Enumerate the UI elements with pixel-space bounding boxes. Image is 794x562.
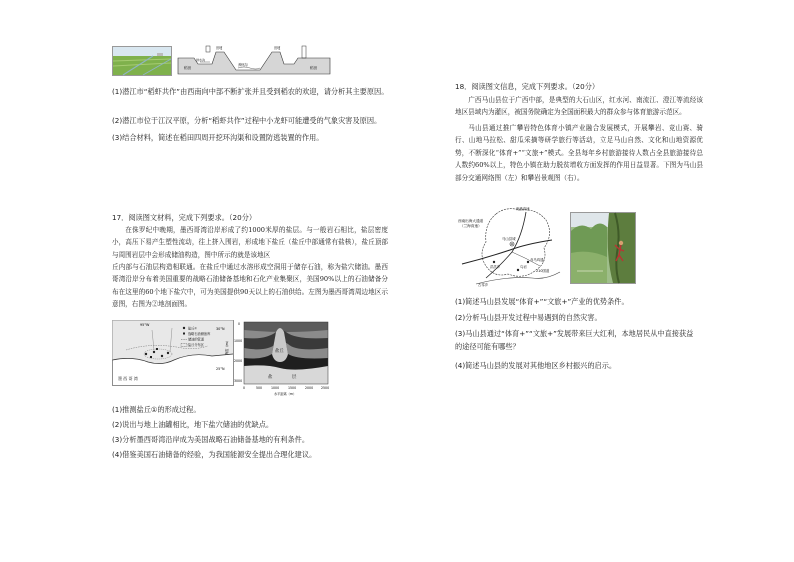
q17-material-part-1: 在侏罗纪中晚期，墨西哥湾沿岸形成了约1000米厚的盐层。与一般岩石相比，盐层密度小，高压下易产生塑性流动，往上挤入围岩，形成地下盐丘（盐丘中部通常有盐核），盐丘顶部与周围岩层中会形成储油构造，图中所示的就是该地区: [112, 226, 388, 259]
q18-title: 18．阅读图文信息，完成下列要求。（20分）: [455, 82, 600, 91]
section-x-tick-2500: 2500: [321, 386, 330, 390]
map-label-g210: 210国道: [536, 269, 550, 273]
q18-question-4: (4)简述马山县的发展对其他地区乡村振兴的启示。: [455, 361, 617, 370]
map-label-guling: 古零乡: [478, 283, 489, 287]
q17-question-1: (1)推测盐丘①的形成过程。: [112, 405, 201, 414]
mashan-transport-map-drawing: [456, 204, 566, 290]
diagram-label-ridge-left: 田埂: [216, 46, 223, 50]
diagram-label-drain: 排水沟: [196, 58, 206, 62]
map-label-guigang-expressway: 贵港高速: [516, 207, 530, 211]
section-salt-layer-label-2: 层: [292, 375, 297, 380]
rice-shrimp-diagram: [176, 40, 332, 78]
section-salt-dome-label: 盐丘: [275, 349, 284, 354]
q17-title: 17．阅读图文材料，完成下列要求。（20分）: [112, 213, 257, 222]
legend-pipeline: 储油的管道: [188, 337, 204, 342]
q17-question-3: (3)分析墨西哥湾沿岸成为美国战略石油储备基地的有利条件。: [112, 435, 310, 444]
q18-question-3: (3)马山县通过“体育+”“文旅+”发展带来巨大红利，本地居民从中直接获益的途径可能有哪些？: [455, 329, 694, 351]
map-lat-25n: 25°N: [216, 367, 225, 371]
q16-question-1: (1)潜江市“稻虾共作”由西南向中部不断扩张并且受到稻农的欢迎，请分析其主要原因。: [112, 87, 389, 96]
section-x-tick-1000: 1000: [271, 386, 280, 390]
section-y-axis-label: 海拔（m）: [225, 339, 229, 355]
map-label-wuyan: 乌岩: [520, 265, 527, 269]
rock-climbing-photo: [570, 212, 636, 284]
map-label-qiaoma: 乔马鸡通: [530, 258, 544, 262]
map-lon-95w: 95°W: [140, 323, 150, 327]
section-salt-layer-label-1: 盐: [268, 375, 273, 380]
q18-question-1: (1)简述马山县发展“体育+”“文旅+”产业的优势条件。: [455, 297, 629, 306]
section-x-axis-label: 水平距离（m）: [274, 392, 297, 396]
map-label-gulf: 墨 西 哥 湾: [118, 376, 138, 381]
map-label-mashan-county: 马山县城: [502, 237, 516, 241]
q16-question-2: (2)潜江市位于江汉平原，分析“稻虾共作”过程中小龙虾可能遭受的气象灾害及原因。: [112, 116, 382, 125]
legend-oil-reserve: 战略石油储备库: [188, 332, 211, 336]
section-y-tick-0: 0: [238, 322, 241, 326]
q17-question-2: (2)说出与地上油罐相比，地下盐穴储油的优缺点。: [112, 420, 274, 429]
legend-salt-dome: 盐丘①: [188, 326, 198, 331]
diagram-label-shrimp-ditch: 养虾沟: [238, 63, 248, 67]
salt-dome-section-drawing: [226, 318, 332, 398]
rice-field-photo-drawing: [113, 47, 171, 75]
q18-material-para-2: 马山县通过推广攀岩特色体育小镇产业融合发展模式，开展攀岩、竞山赛、骑行、山地马拉松、甜瓜采摘等研学旅行等活动，立足马山自然、文化和山地资源优势，不断深化“体育+”“文旅+”模式。全县每年乡村旅游接待人数占全县旅游接待总人数约60%以上，特色小镇在助力脱贫增收方面发挥的作用日益显著。下图为马山县部分交通网络图（左）和攀岩景观图（右）。: [455, 124, 703, 182]
q18-question-2: (2)分析马山县开发过程中易遇到的自然灾害。: [455, 313, 602, 322]
legend-salt-area: 盐丘分布区: [188, 343, 204, 347]
map-label-honghong: 洪洪乡: [490, 265, 501, 269]
diagram-label-left-field: 稻田: [184, 66, 192, 70]
salt-dome-section: [226, 318, 332, 398]
q17-question-4: (4)借鉴美国石油储备的经验，为我国能源安全提出合理化建议。: [112, 450, 317, 459]
gulf-coast-map: [112, 320, 234, 386]
section-y-tick-1000: 1000: [234, 339, 243, 343]
q18-material-para-1: 广西马山县位于广西中部，是典型的大石山区，红水河、南流江、澄江等流经该地区县域内为灌区，被国务院确定为全国面积最大的群众参与体育旅游示范区。: [455, 96, 703, 117]
mashan-transport-map: [456, 204, 566, 290]
section-x-tick-0: 0: [243, 386, 246, 390]
section-x-tick-2000: 2000: [305, 386, 314, 390]
q17-material-part-2: 丘内部与石油层构造相联通。在盐丘中通过水溶形成空洞用于储存石油，称为盐穴储油。墨西哥湾沿岸分布着美国重要的战略石油储备基地和石化产业集聚区，美国90%以上的石油储备分布在这里的60个地下盐穴中，可为美国提供90天以上的石油供给。左图为墨西哥湾周边地区示意图，右图为②地剖面图。: [112, 263, 388, 309]
map-label-lanhai-expressway: （兰海高速）: [460, 224, 482, 228]
section-y-tick-2000: 2000: [234, 359, 243, 363]
q16-question-3: (3)结合材料，简述在稻田四周开挖环沟渠和设置防逃装置的作用。: [112, 133, 324, 142]
map-lat-30n: 30°N: [216, 327, 225, 331]
rock-climbing-photo-drawing: [571, 213, 635, 283]
map-label-sw-channel: 西南出海大通道: [458, 219, 484, 223]
gulf-coast-map-drawing: [112, 320, 234, 386]
rice-field-photo: [112, 46, 172, 76]
diagram-label-ridge-right: 田埂: [274, 46, 281, 50]
section-y-tick-3000: 3000: [234, 379, 243, 383]
section-x-tick-1500: 1500: [288, 386, 297, 390]
section-x-tick-500: 500: [256, 386, 263, 390]
rice-shrimp-diagram-drawing: [176, 40, 332, 78]
diagram-label-right-field: 稻田: [310, 66, 318, 70]
